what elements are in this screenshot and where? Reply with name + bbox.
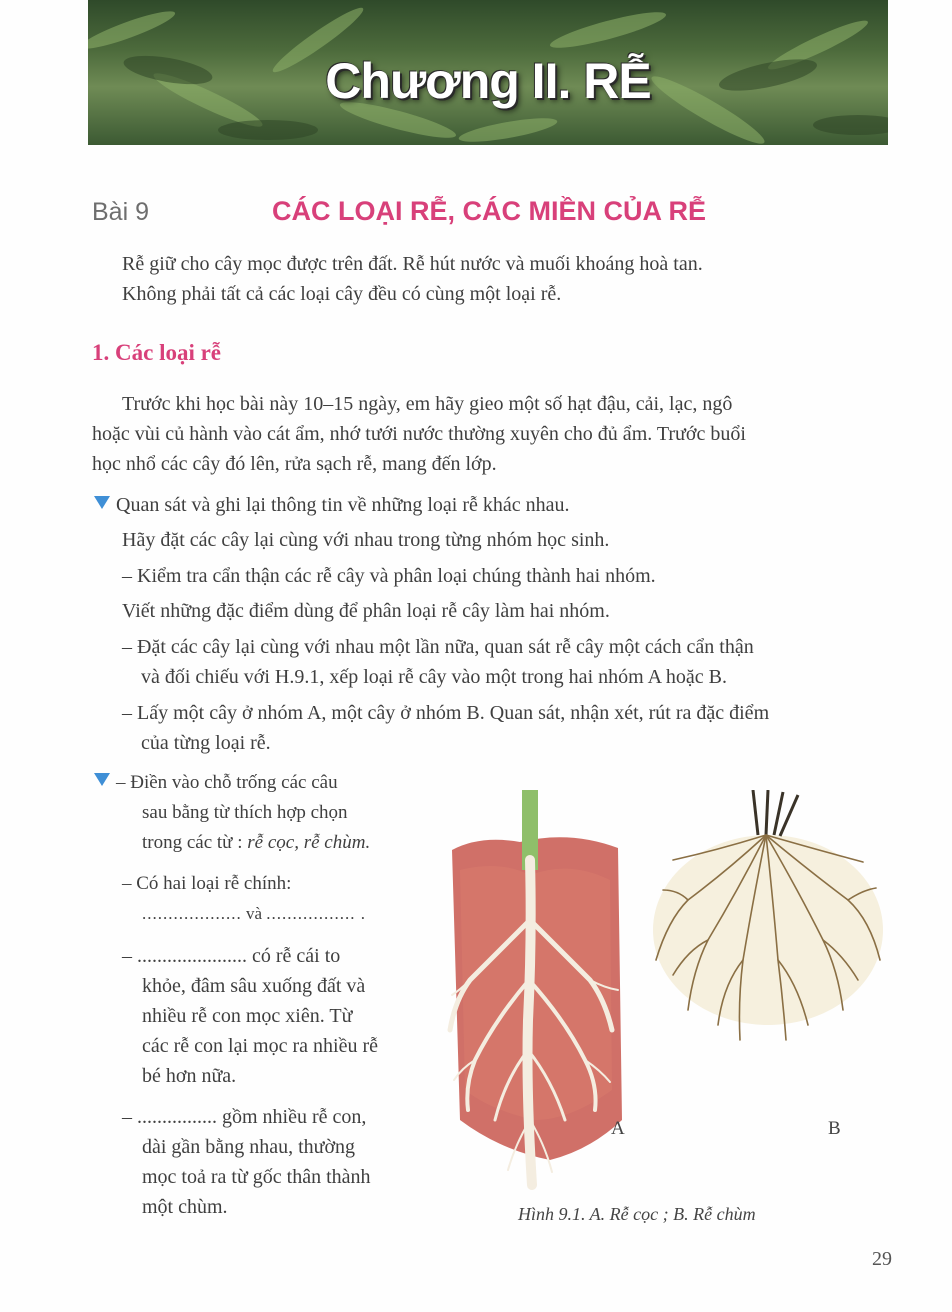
- page-number: 29: [872, 1248, 892, 1270]
- paragraph-line: Trước khi học bài này 10–15 ngày, em hãy gieo một số hạt đậu, cải, lạc, ngô: [122, 393, 733, 415]
- chapter-banner: [88, 0, 888, 145]
- lesson-number: Bài 9: [92, 198, 149, 226]
- fill-task-line: – Có hai loại rễ chính:: [122, 873, 292, 894]
- blank-sentence: nhiều rễ con mọc xiên. Từ: [142, 1005, 353, 1027]
- blank-sentence: mọc toả ra từ gốc thân thành: [142, 1166, 371, 1188]
- chapter-title: Chương II. RỄ: [325, 53, 651, 109]
- paragraph-line: học nhổ các cây đó lên, rửa sạch rễ, mang đến lớp.: [92, 453, 497, 475]
- task-line: của từng loại rễ.: [141, 732, 271, 754]
- fill-task-line: trong các từ : rễ cọc, rễ chùm.: [142, 832, 371, 853]
- task-line: Viết những đặc điểm dùng để phân loại rễ cây làm hai nhóm.: [122, 600, 610, 622]
- blank-sentence: bé hơn nữa.: [142, 1065, 237, 1087]
- fill-task-line: – Điền vào chỗ trống các câu: [94, 768, 338, 798]
- task-line: và đối chiếu với H.9.1, xếp loại rễ cây vào một trong hai nhóm A hoặc B.: [141, 666, 728, 688]
- blank-line: ................... và ................. .: [142, 904, 367, 923]
- intro-line: Rễ giữ cho cây mọc được trên đất. Rễ hút nước và muối khoáng hoà tan.: [122, 253, 703, 275]
- taproot-illustration: [440, 790, 630, 1200]
- blank-sentence: một chùm.: [142, 1196, 228, 1218]
- paragraph-line: hoặc vùi củ hành vào cát ẩm, nhớ tưới nước thường xuyên cho đủ ẩm. Trước buổi: [92, 423, 746, 445]
- blank-sentence: dài gần bằng nhau, thường: [142, 1136, 356, 1158]
- triangle-marker-icon: [94, 496, 110, 509]
- task-line: – Lấy một cây ở nhóm A, một cây ở nhóm B. Quan sát, nhận xét, rút ra đặc điểm: [122, 702, 770, 724]
- task-line: – Kiểm tra cẩn thận các rễ cây và phân loại chúng thành hai nhóm.: [122, 565, 656, 587]
- task-line: – Đặt các cây lại cùng với nhau một lần nữa, quan sát rễ cây một cách cẩn thận: [122, 636, 754, 658]
- task-line: Hãy đặt các cây lại cùng với nhau trong từng nhóm học sinh.: [122, 529, 610, 551]
- triangle-marker-icon: [94, 773, 110, 786]
- section-heading: 1. Các loại rễ: [92, 340, 222, 365]
- blank-sentence: – ...................... có rễ cái to: [122, 945, 341, 967]
- intro-line: Không phải tất cả các loại cây đều có cùng một loại rễ.: [122, 283, 562, 305]
- figure-caption: Hình 9.1. A. Rễ cọc ; B. Rễ chùm: [518, 1204, 756, 1224]
- fibrous-root-illustration: [648, 790, 888, 1070]
- fill-task-line: sau bằng từ thích hợp chọn: [142, 802, 348, 823]
- figure-label-b: B: [828, 1118, 841, 1139]
- blank-sentence: – ................ gồm nhiều rễ con,: [122, 1106, 367, 1128]
- lesson-title: CÁC LOẠI RỄ, CÁC MIỀN CỦA RỄ: [272, 196, 707, 226]
- blank-sentence: khỏe, đâm sâu xuống đất và: [142, 975, 366, 997]
- blank-sentence: các rễ con lại mọc ra nhiều rễ: [142, 1035, 378, 1057]
- task-heading: Quan sát và ghi lại thông tin về những loại rễ khác nhau.: [94, 490, 570, 520]
- figure-label-a: A: [611, 1118, 625, 1139]
